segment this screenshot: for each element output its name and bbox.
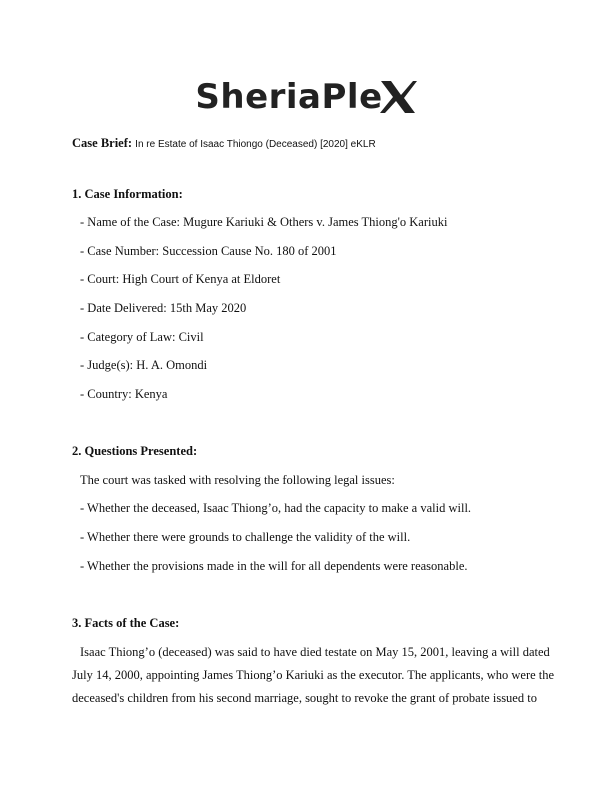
case-brief-label: Case Brief: (72, 136, 133, 150)
questions-intro: The court was tasked with resolving the following legal issues: (80, 473, 395, 487)
facts-line: deceased's children from his second marriage, sought to revoke the grant of probate issued to (72, 691, 537, 705)
question-item: - Whether there were grounds to challenge the validity of the will. (80, 530, 411, 544)
case-category: - Category of Law: Civil (80, 330, 204, 344)
case-country: - Country: Kenya (80, 387, 168, 401)
facts-line: July 14, 2000, appointing James Thiong’o Kariuki as the executor. The applicants, who were the (72, 668, 555, 682)
sheriaplex-logo (0, 72, 612, 118)
question-item: - Whether the deceased, Isaac Thiong’o, had the capacity to make a valid will. (80, 501, 472, 515)
logo-text: SheriaPle (195, 76, 383, 117)
case-court: - Court: High Court of Kenya at Eldoret (80, 272, 281, 286)
facts-heading: 3. Facts of the Case: (72, 616, 180, 630)
facts-line: Isaac Thiong’o (deceased) was said to have died testate on May 15, 2001, leaving a will dated (80, 645, 550, 659)
case-name: - Name of the Case: Mugure Kariuki & Others v. James Thiong'o Kariuki (80, 215, 448, 229)
x-mark-icon (377, 79, 417, 115)
case-information-heading: 1. Case Information: (72, 187, 183, 201)
question-item: - Whether the provisions made in the will for all dependents were reasonable. (80, 559, 468, 573)
case-brief-line (72, 136, 376, 151)
questions-heading: 2. Questions Presented: (72, 444, 198, 458)
case-brief-title: In re Estate of Isaac Thiongo (Deceased) [2020] eKLR (135, 139, 376, 150)
case-number: - Case Number: Succession Cause No. 180 of 2001 (80, 244, 337, 258)
case-judges: - Judge(s): H. A. Omondi (80, 358, 208, 372)
case-date-delivered: - Date Delivered: 15th May 2020 (80, 301, 247, 315)
